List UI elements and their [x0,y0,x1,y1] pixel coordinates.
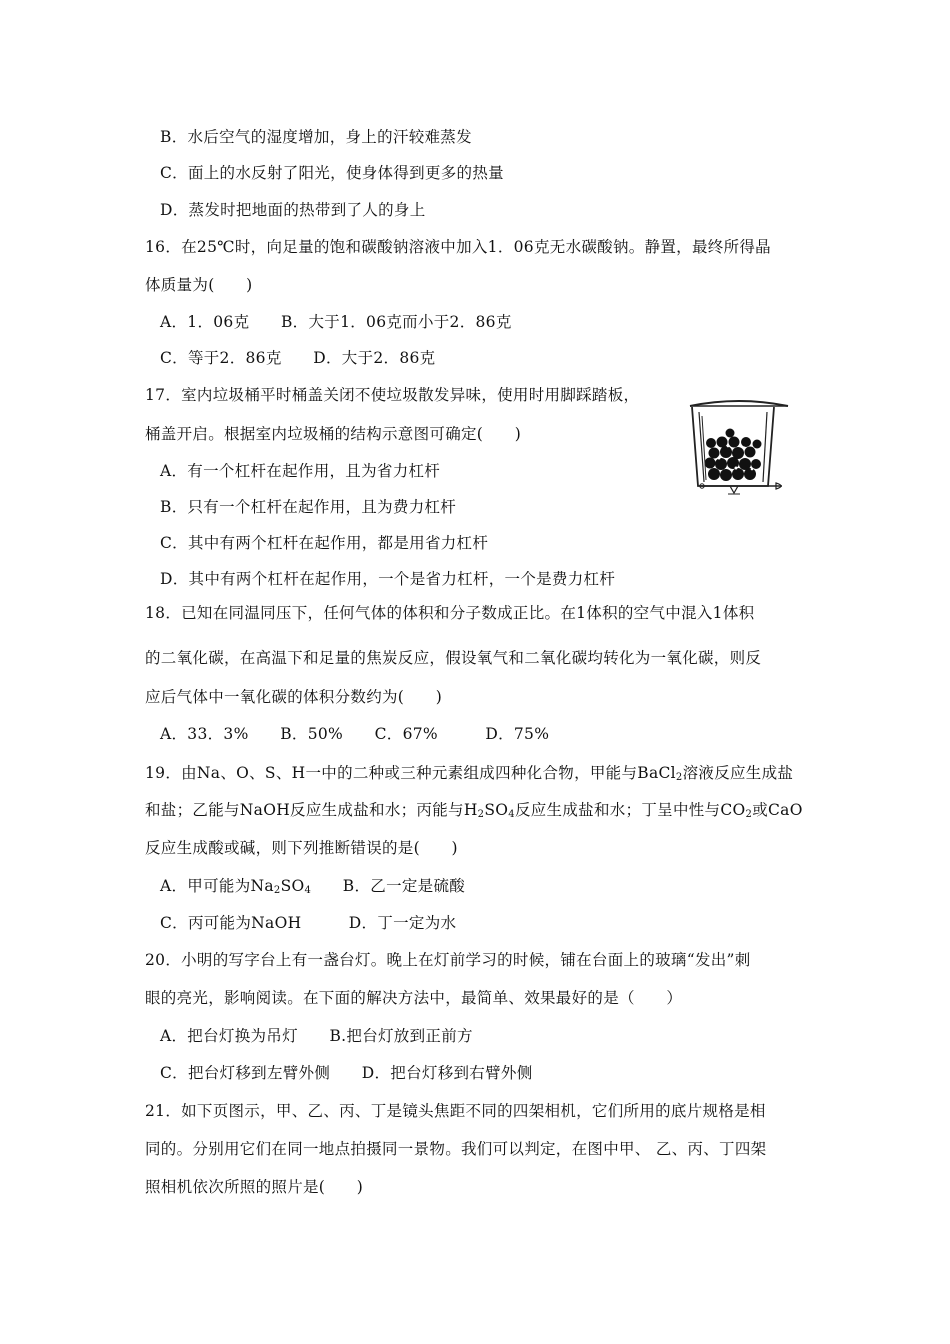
q17-stem-line1: 17．室内垃圾桶平时桶盖关闭不使垃圾散发异味，使用时用脚踩踏板， [145,386,640,404]
q19-options-ab: A．甲可能为$Na_2SO_4$ B．乙一定是硫酸 [160,877,466,896]
q21-stem-line3: 照相机依次所照的照片是( ) [145,1178,364,1196]
q20-stem-line1: 20．小明的写字台上有一盏台灯。晚上在灯前学习的时候，铺在台面上的玻璃“发出”刺 [145,951,751,969]
q18-options: A．33．3% B．50% C．67% D．75% [160,725,550,743]
q19-stem-line2: 和盐；乙能与NaOH反应生成盐和水；丙能与$H_2SO_4$反应生成盐和水；丁呈中性与$CO_2$或CaO [145,801,803,820]
q18-stem-line1: 18．已知在同温同压下，任何气体的体积和分子数成正比。在1体积的空气中混入1体积 [145,604,755,622]
q17-option-c: C．其中有两个杠杆在起作用，都是用省力杠杆 [160,534,489,552]
q17-option-a: A．有一个杠杆在起作用，且为省力杠杆 [160,462,441,480]
q18-stem-line3: 应后气体中一氧化碳的体积分数约为( ) [145,688,443,706]
q16-stem-line2: 体质量为( ) [145,276,253,294]
q15-option-d: D．蒸发时把地面的热带到了人的身上 [160,201,426,219]
q16-stem-line1: 16．在25℃时，向足量的饱和碳酸钠溶液中加入1．06克无水碳酸钠。静置，最终所得晶 [145,238,771,256]
q15-option-b: B．水后空气的湿度增加，身上的汗较难蒸发 [160,128,472,146]
q18-stem-line2: 的二氧化碳，在高温下和足量的焦炭反应，假设氧气和二氧化碳均转化为一氧化碳，则反 [145,649,762,667]
q17-stem-line2: 桶盖开启。根据室内垃圾桶的结构示意图可确定( ) [145,425,522,443]
q20-stem-line2: 眼的亮光，影响阅读。在下面的解决方法中，最简单、效果最好的是（ ） [145,989,683,1007]
q16-options-cd: C．等于2．86克 D．大于2．86克 [160,349,436,367]
q19-options-cd: C．丙可能为NaOH D．丁一定为水 [160,914,457,932]
q19-stem-line1: 19．由Na、O、S、H一中的二种或三种元素组成四种化合物，甲能与BaCl$_2$溶液反应生成盐 [145,764,794,783]
q19-stem-line3: 反应生成酸或碱，则下列推断错误的是( ) [145,839,458,857]
trash-bin-diagram-icon [686,396,792,504]
q21-stem-line2: 同的。分别用它们在同一地点拍摄同一景物。我们可以判定，在图中甲、 乙、丙、丁四架 [145,1140,767,1158]
q17-option-d: D．其中有两个杠杆在起作用，一个是省力杠杆，一个是费力杠杆 [160,570,616,588]
q20-options-ab: A．把台灯换为吊灯 B.把台灯放到正前方 [160,1027,473,1045]
q20-options-cd: C．把台灯移到左臂外侧 D．把台灯移到右臂外侧 [160,1064,533,1082]
q15-option-c: C．面上的水反射了阳光，使身体得到更多的热量 [160,164,504,182]
q16-options-ab: A．1．06克 B．大于1．06克而小于2．86克 [160,313,512,331]
q17-option-b: B．只有一个杠杆在起作用，且为费力杠杆 [160,498,457,516]
q21-stem-line1: 21．如下页图示，甲、乙、丙、丁是镜头焦距不同的四架相机，它们所用的底片规格是相 [145,1102,766,1120]
